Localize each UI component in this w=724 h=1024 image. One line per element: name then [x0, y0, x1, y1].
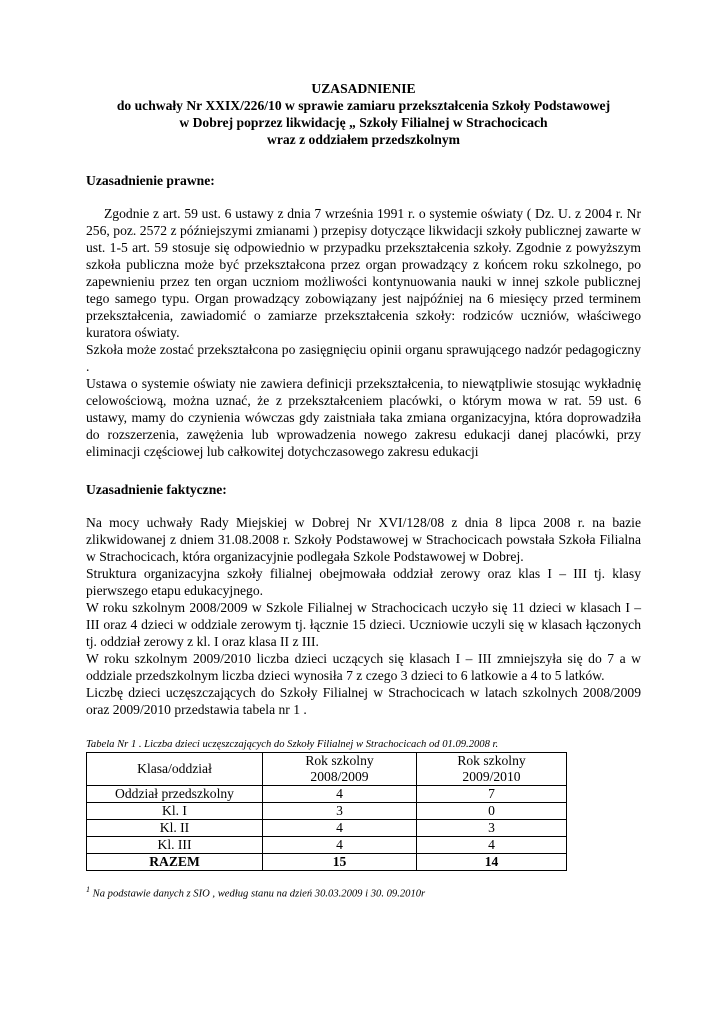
footnote	[86, 885, 641, 900]
legal-paragraph-1: Zgodnie z art. 59 ust. 6 ustawy z dnia 7 września 1991 r. o systemie oświaty ( Dz. U. z 2004 r. Nr 256, poz. 2572 z późniejszymi zmianami ) przepisy dotyczące likwidacji szkoły publicznej zawarte w ust. 1-5 art. 59 stosuje się odpowiednio w przypadku przekształcenia szkoły. Zgodnie z powyższym szkoła publiczna może być przekształcona przez organ prowadzący z końcem roku szkolnego, po zapewnieniu przez ten organ uczniom możliwości kontynuowania nauki w innej szkole publicznej tego samego typu. Organ prowadzący zobowiązany jest najpóźniej na 6 miesięcy przed terminem przekształcenia, zawiadomić o zamiarze przekształcenia szkoły: rodziców uczniów, właściwego kuratora oświaty.	[86, 206, 641, 340]
header-class: Klasa/oddział	[87, 753, 263, 786]
cell-2008: 4	[263, 820, 417, 837]
cell-2008: 4	[263, 786, 417, 803]
title-line-4: wraz z oddziałem przedszkolnym	[267, 132, 460, 147]
title-line-2: do uchwały Nr XXIX/226/10 w sprawie zamiaru przekształcenia Szkoły Podstawowej	[116, 98, 611, 113]
footnote-marker: 1	[86, 885, 90, 894]
document-title-block	[86, 80, 641, 148]
factual-paragraph-2: Struktura organizacyjna szkoły filialnej obejmowała oddział zerowy oraz klas I – III tj. klasy pierwszego etapu edukacyjnego.	[86, 566, 641, 598]
factual-paragraph-5: Liczbę dzieci uczęszczających do Szkoły Filialnej w Strachocicach w latach szkolnych 2008/2009 oraz 2009/2010 przedstawia tabela nr 1 .	[86, 685, 641, 717]
cell-2009: 7	[417, 786, 567, 803]
table-row	[87, 786, 567, 803]
cell-2008: 3	[263, 803, 417, 820]
cell-2009: 4	[417, 837, 567, 854]
header-year-1	[263, 753, 417, 786]
total-2009: 14	[417, 854, 567, 871]
factual-paragraph-1: Na mocy uchwały Rady Miejskiej w Dobrej Nr XVI/128/08 z dnia 8 lipca 2008 r. na bazie zlikwidowanej z dniem 31.08.2008 r. Szkoły Podstawowej w Strachocicach powstała Szkoła Filialna w Strachocicach, która organizacyjnie podlegała Szkole Podstawowej w Dobrej.	[86, 515, 641, 564]
header-year-2-value: 2009/2010	[462, 769, 521, 784]
cell-class: Kl. II	[87, 820, 263, 837]
factual-paragraph-4: W roku szkolnym 2009/2010 liczba dzieci uczących się klasach I – III zmniejszyła się do 7 a w oddziale przedszkolnym liczba dzieci wynosiła 7 z czego 3 dzieci to 6 latkowie a 4 to 5 latków.	[86, 651, 641, 683]
header-year-1-value: 2008/2009	[310, 769, 369, 784]
total-label: RAZEM	[87, 854, 263, 871]
legal-paragraph-2: Szkoła może zostać przekształcona po zasięgnięciu opinii organu sprawującego nadzór pedagogiczny .	[86, 342, 641, 374]
factual-paragraph-3: W roku szkolnym 2008/2009 w Szkole Filialnej w Strachocicach uczyło się 11 dzieci w klasach I – III oraz 4 dzieci w oddziale zerowym tj. łącznie 15 dzieci. Uczniowie uczyli się w klasach łączonych tj. oddział zerowy z kl. I oraz klasa II z III.	[86, 600, 641, 649]
cell-2009: 3	[417, 820, 567, 837]
legal-paragraph-3: Ustawa o systemie oświaty nie zawiera definicji przekształcenia, to niewątpliwie stosując wykładnię celowościową, można uznać, że z przekształceniem placówki, o którym mowa w rat. 59 ust. 6 ustawy, mamy do czynienia wówczas gdy zaistniała taka zmiana organizacyjna, która doprowadziła do rozszerzenia, zawężenia lub wprowadzenia nowego zakresu edukacji danej placówki, przy eliminacji częściowej lub całkowitej dotychczasowego zakresu edukacji	[86, 376, 641, 459]
legal-heading: Uzasadnienie prawne:	[86, 173, 215, 188]
cell-class: Kl. I	[87, 803, 263, 820]
document-title: UZASADNIENIE	[311, 81, 416, 96]
title-line-3: w Dobrej poprzez likwidację „ Szkoły Filialnej w Strachocicach	[179, 115, 548, 130]
table-header-row	[87, 753, 567, 786]
table-row	[87, 803, 567, 820]
children-table	[86, 752, 567, 871]
table-row	[87, 837, 567, 854]
cell-class: Kl. III	[87, 837, 263, 854]
cell-class: Oddział przedszkolny	[87, 786, 263, 803]
document-page	[86, 80, 641, 900]
footnote-text: Na podstawie danych z SIO , według stanu na dzień 30.03.2009 i 30. 09.2010r	[90, 888, 426, 900]
table-total-row	[87, 854, 567, 871]
total-2008: 15	[263, 854, 417, 871]
header-year-2-label: Rok szkolny	[457, 753, 526, 768]
cell-2009: 0	[417, 803, 567, 820]
cell-2008: 4	[263, 837, 417, 854]
factual-heading: Uzasadnienie faktyczne:	[86, 482, 227, 497]
header-year-2	[417, 753, 567, 786]
table-row	[87, 820, 567, 837]
table-caption: Tabela Nr 1 . Liczba dzieci uczęszczających do Szkoły Filialnej w Strachocicach od 01.09.2008 r.	[86, 739, 499, 750]
header-year-1-label: Rok szkolny	[305, 753, 374, 768]
